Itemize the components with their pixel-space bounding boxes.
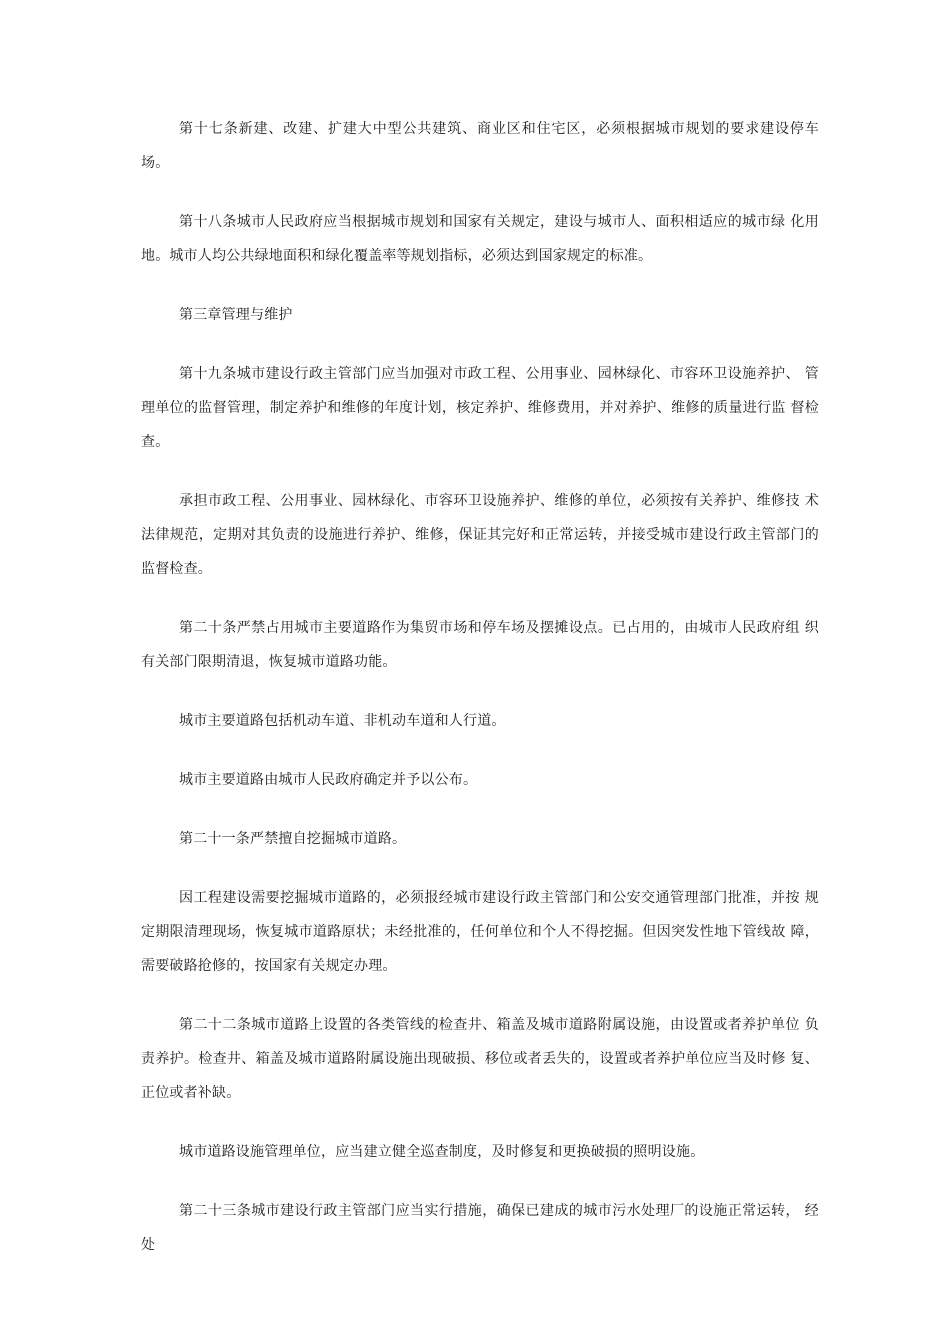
paragraph-article-22: 第二十二条城市道路上设置的各类管线的检查井、箱盖及城市道路附属设施，由设置或者养护单位 负责养护。检查井、箱盖及城市道路附属设施出现破损、移位或者丢失的，设置或者养护单位应当及时修 复、正位或者补缺。 <box>141 1017 819 1101</box>
paragraph-maintenance-units: 承担市政工程、公用事业、园林绿化、市容环卫设施养护、维修的单位，必须按有关养护、维修技 术法律规范，定期对其负责的设施进行养护、维修，保证其完好和正常运转，并接受城市建设行政主管部门的 监督检查。 <box>141 493 819 577</box>
paragraph-article-23: 第二十三条城市建设行政主管部门应当实行措施，确保已建成的城市污水处理厂的设施正常运转， 经处 <box>141 1203 819 1253</box>
paragraph-main-roads-announcement: 城市主要道路由城市人民政府确定并予以公布。 <box>179 772 478 788</box>
paragraph-article-21: 第二十一条严禁擅自挖掘城市道路。 <box>179 831 407 847</box>
chapter-heading: 第三章管理与维护 <box>179 307 293 323</box>
paragraph-article-19: 第十九条城市建设行政主管部门应当加强对市政工程、公用事业、园林绿化、市容环卫设施养护、 管理单位的监督管理，制定养护和维修的年度计划，核定养护、维修费用，并对养护、维修的质量进行监 督检查。 <box>141 366 819 450</box>
paragraph-article-17: 第十七条新建、改建、扩建大中型公共建筑、商业区和住宅区，必须根据城市规划的要求建设停车 场。 <box>141 121 819 171</box>
paragraph-main-roads-definition: 城市主要道路包括机动车道、非机动车道和人行道。 <box>179 713 506 729</box>
paragraph-article-18: 第十八条城市人民政府应当根据城市规划和国家有关规定，建设与城市人、面积相适应的城市绿 化用地。城市人均公共绿地面积和绿化覆盖率等规划指标，必须达到国家规定的标准。 <box>141 214 819 264</box>
paragraph-excavation-approval: 因工程建设需要挖掘城市道路的，必须报经城市建设行政主管部门和公安交通管理部门批准，并按 规定期限清理现场，恢复城市道路原状；未经批准的，任何单位和个人不得挖掘。但因突发性地下管线故 障，需要破路抢修的，按国家有关规定办理。 <box>141 890 819 974</box>
document-body <box>141 112 819 1287</box>
paragraph-article-20: 第二十条严禁占用城市主要道路作为集贸市场和停车场及摆摊设点。已占用的，由城市人民政府组 织有关部门限期清退，恢复城市道路功能。 <box>141 620 819 670</box>
paragraph-lighting-maintenance: 城市道路设施管理单位，应当建立健全巡查制度，及时修复和更换破损的照明设施。 <box>179 1144 705 1160</box>
